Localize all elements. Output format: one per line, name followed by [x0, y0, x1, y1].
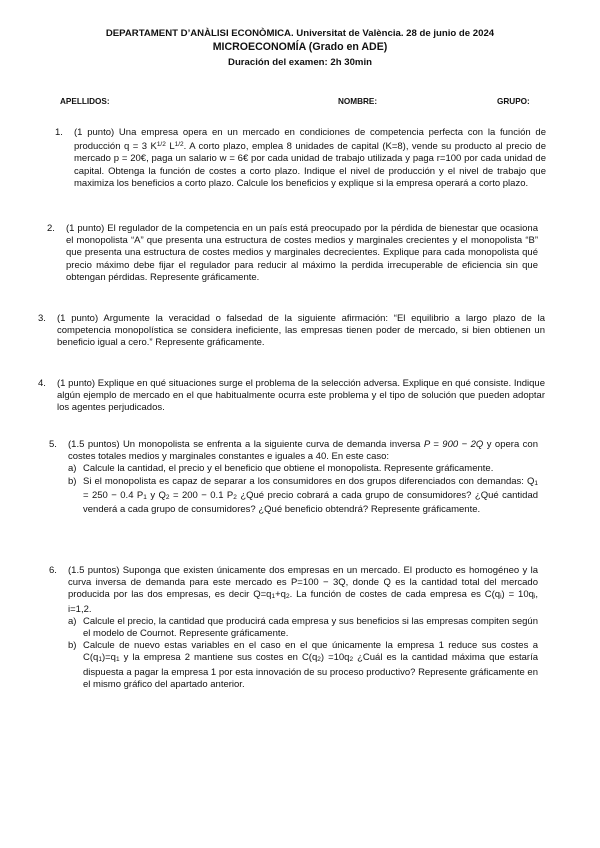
demand-formula: P = 900 − 2Q [423, 439, 484, 450]
course-title: MICROECONOMÍA (Grado en ADE) [212, 41, 388, 53]
grupo-label: GRUPO: [497, 97, 530, 106]
nombre-label: NOMBRE: [338, 97, 378, 106]
question-text: (1.5 puntos) Suponga que existen únicamente dos empresas en un mercado. El producto es homogéneo y la curva inversa de demanda para este mercado es P=100 − 3Q, donde Q es la cantidad total del mercado producida por las dos empresas, es decir Q=q1+q2. La función de costes de cada empresa es C(qi) = 10qi, i=1,2. [68, 565, 539, 615]
question-text: (1 punto) Una empresa opera en un mercado en condiciones de competencia perfecta con la función de producción q = 3 $K^{1/2}$ $L^{1/2}$. A corto plazo, emplea 8 unidades de capital (K=8), vende su producto al precio de mercado p = 20€, paga un salario w = 6€ por cada unidad de trabajo utilizada y paga r=100 por cada unidad de capital. Obtenga la función de costes a corto plazo. Indique el nivel de producción y el nivel de trabajo que maximiza los beneficios a corto plazo. Calcule los beneficios y explique si la empresa operará a corto plazo. [74, 127, 546, 189]
question-number: 2. [47, 223, 55, 234]
subquestion-b: b) Si el monopolista es capaz de separar a los consumidores en dos grupos diferenciados con demandas: Q1 = 250 − 0.4 P1 y Q2 = 200 − 0.1 P2 ¿Qué precio cobrará a cada grupo de consumidores? ¿Qué cantidad venderá a cada grupo de consumidores? ¿Qué beneficio obtendrá? Represente gráficamente. [68, 475, 539, 516]
subquestion-b: b) Calcule de nuevo estas variables en el caso en el que únicamente la empresa 1 reduce sus costes a C(q1)=q1 y la empresa 2 mantiene sus costes en C(q2) =10q2 ¿Cuál es la cantidad máxima que estaría dispuesta a pagar la empresa 1 por esta innovación de su proceso productivo? Represente gráficamente en el mismo gráfico del apartado anterior. [68, 640, 539, 690]
question-5 [49, 439, 539, 516]
question-text: (1 punto) El regulador de la competencia en un país está preocupado por la pérdida de bienestar que ocasiona el monopolista “A” que presenta una estructura de costes medios y marginales crecientes y el monopolista “B” que presenta una estructura de costes medios y marginales decrecientes. Explique para cada monopolista qué precio máximo debe fijar el regulador para reducir al máximo la perdida irrecuperable de eficiencia sin que obtengan pérdidas. Represente gráficamente. [66, 223, 538, 283]
subquestion-a: a) Calcule la cantidad, el precio y el beneficio que obtiene el monopolista. Represente gráficamente. [68, 463, 494, 475]
question-text: (1 punto) Explique en qué situaciones surge el problema de la selección adversa. Explique en qué consiste. Indique algún ejemplo de mercado en el que habitualmente ocurra este problema y el tipo de solución que pueden adoptar los agentes perjudicados. [57, 378, 545, 414]
question-6 [49, 565, 539, 691]
question-number: 5. [49, 439, 57, 450]
question-number: 1. [55, 127, 63, 138]
department-header: DEPARTAMENT D’ANÀLISI ECONÒMICA. Universitat de València. 28 de junio de 2024 [105, 28, 495, 39]
exam-duration: Duración del examen: 2h 30min [228, 57, 372, 68]
question-3 [38, 313, 545, 350]
question-2 [47, 223, 538, 284]
question-number: 6. [49, 565, 57, 576]
question-text: (1 punto) Argumente la veracidad o falsedad de la siguiente afirmación: “El equilibrio a largo plazo de la competencia monopolística se considera ineficiente, las empresas tienen poder de mercado, si bien obtienen un beneficio igual a cero.” Represente gráficamente. [57, 313, 545, 349]
question-number: 4. [38, 378, 46, 389]
question-text: (1.5 puntos) Un monopolista se enfrenta a la siguiente curva de demanda inversa P = 900 − 2Q y opera con costes totales medios y marginales constantes e iguales a 40. En este caso: [68, 439, 538, 463]
question-4 [38, 378, 545, 415]
question-1 [55, 127, 546, 190]
apellidos-label: APELLIDOS: [60, 97, 110, 106]
question-number: 3. [38, 313, 46, 324]
subquestion-a: a) Calcule el precio, la cantidad que producirá cada empresa y sus beneficios si las empresas compiten según el modelo de Cournot. Represente gráficamente. [68, 615, 538, 640]
